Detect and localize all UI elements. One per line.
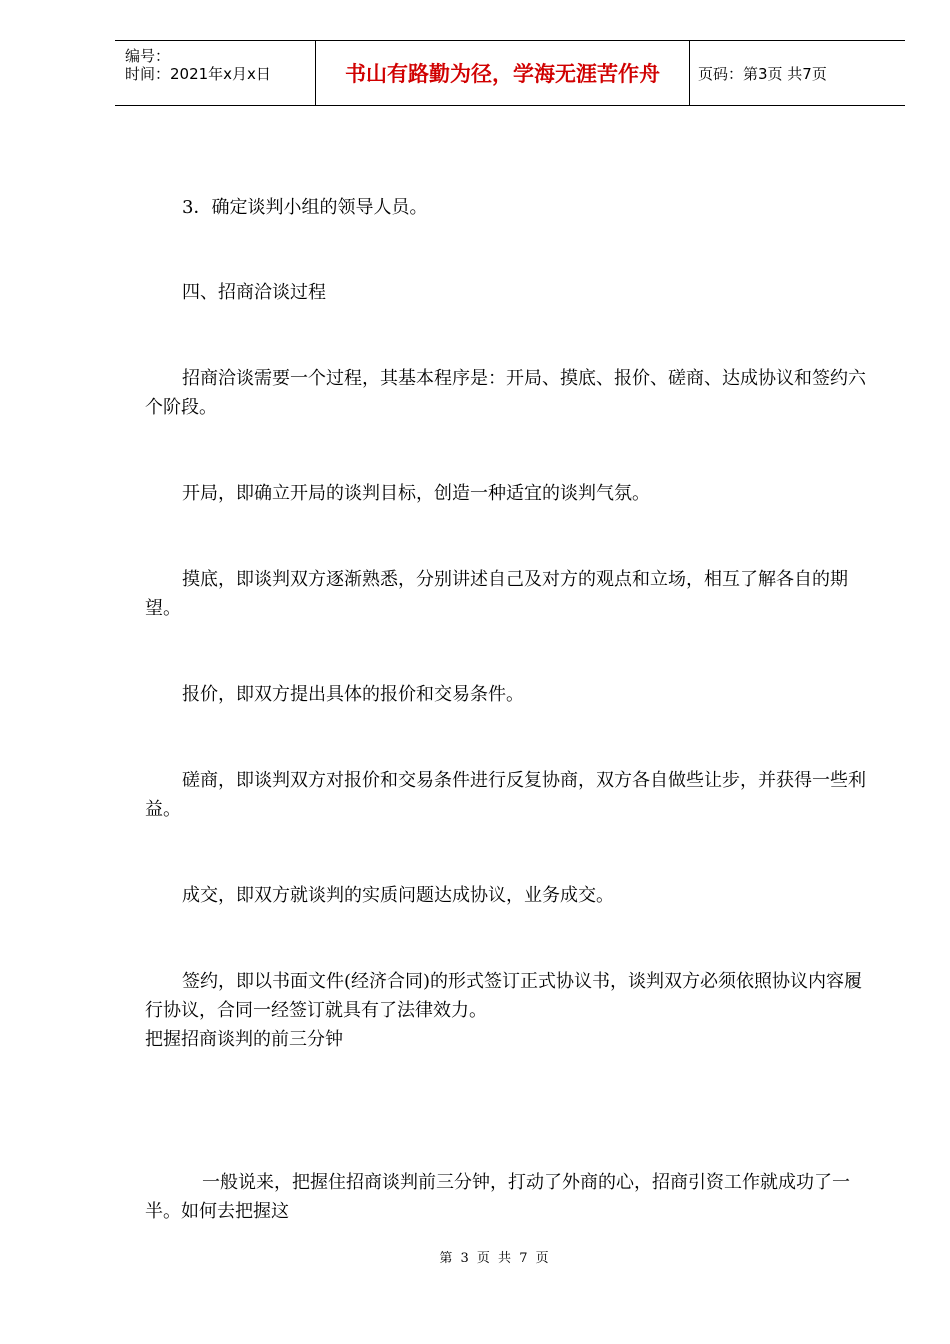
paragraph-11: 一般说来，把握住招商谈判前三分钟，打动了外商的心，招商引资工作就成功了一半。如何去把握这 — [145, 1172, 850, 1222]
paragraph-4: 开局，即确立开局的谈判目标，创造一种适宜的谈判气氛。 — [182, 483, 650, 504]
paragraph-9: 签约，即以书面文件(经济合同)的形式签订正式协议书，谈判双方必须依照协议内容履行协议，合同一经签订就具有了法律效力。 — [145, 971, 863, 1021]
paragraph-5: 摸底，即谈判双方逐渐熟悉，分别讲述自己及对方的观点和立场，相互了解各自的期望。 — [145, 569, 848, 619]
subheading: 把握招商谈判的前三分钟 — [145, 1029, 343, 1050]
paragraph-1: 3．确定谈判小组的领导人员。 — [182, 197, 428, 218]
page-footer: 第 3 页 共 7 页 — [439, 1251, 551, 1266]
paragraph-6: 报价，即双方提出具体的报价和交易条件。 — [182, 684, 524, 705]
paragraph-8: 成交，即双方就谈判的实质问题达成协议，业务成交。 — [182, 885, 614, 906]
time-label: 时间：2021年x月x日 — [125, 65, 271, 83]
header-motto: 书山有路勤为径，学海无涯苦作舟 — [316, 41, 690, 105]
section-heading: 四、招商洽谈过程 — [182, 282, 326, 303]
paragraph-3: 招商洽谈需要一个过程，其基本程序是：开局、摸底、报价、磋商、达成协议和签约六个阶段。 — [145, 368, 866, 418]
header-meta — [115, 41, 316, 105]
page-header — [115, 40, 905, 106]
header-page-info: 页码：第3页 共7页 — [698, 64, 827, 83]
serial-label: 编号： — [125, 47, 171, 65]
paragraph-7: 磋商，即谈判双方对报价和交易条件进行反复协商，双方各自做些让步，并获得一些利益。 — [145, 770, 866, 820]
